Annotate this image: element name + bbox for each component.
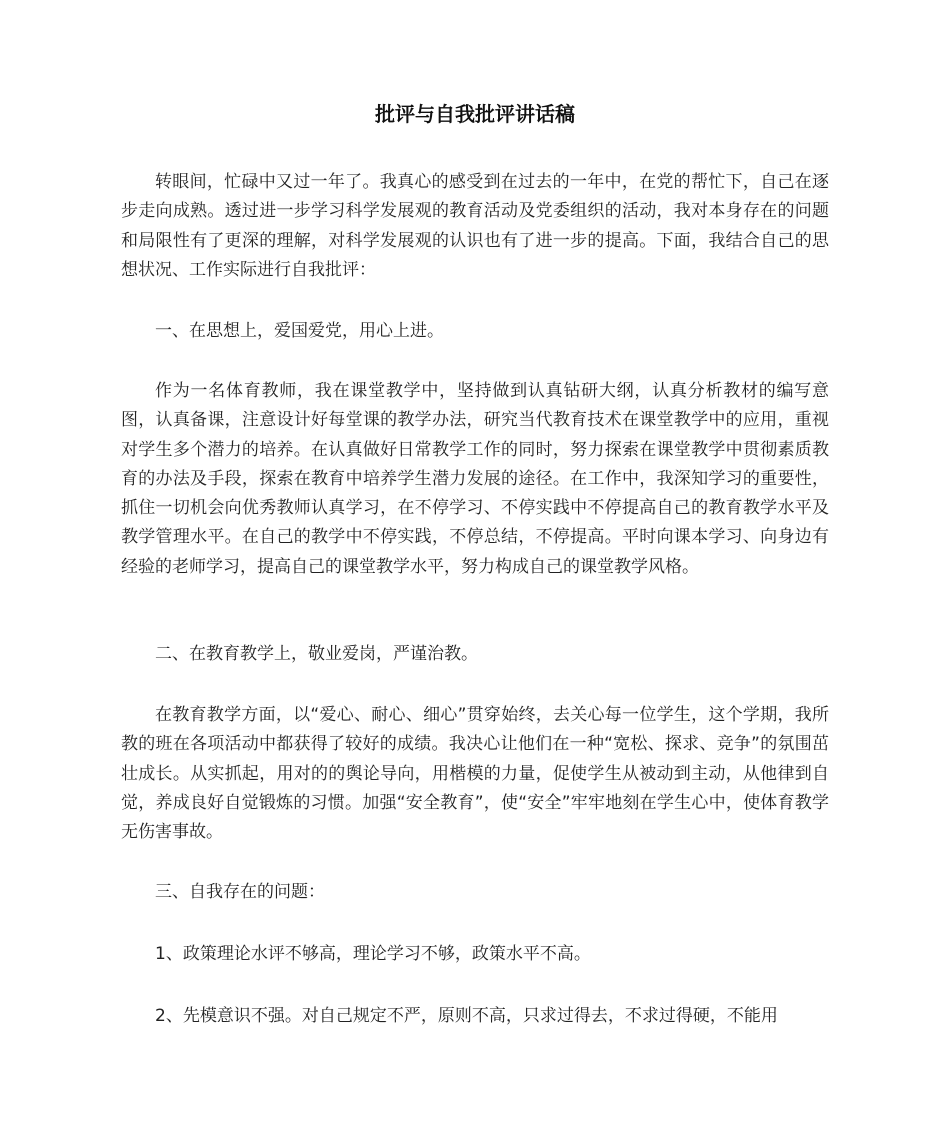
section-heading-1: 一、在思想上，爱国爱党，用心上进。: [155, 321, 444, 341]
list-item-2: 2、先模意识不强。对自己规定不严，原则不高，只求过得去，不求过得硬，不能用: [155, 1006, 778, 1026]
section-paragraph-2: 在教育教学方面，以“爱心、耐心、细心”贯穿始终，去关心每一位学生，这个学期，我所教的班在各项活动中都获得了较好的成绩。我决心让他们在一种“宽松、探求、竞争”的氛围茁壮成长。从实抓起，用对的的舆论导向，用楷模的力量，促使学生从被动到主动，从他律到自觉，养成良好自觉锻炼的习惯。加强“安全教育”，使“安全”牢牢地刻在学生心中，使体育教学无伤害事故。: [121, 705, 829, 843]
section-heading-3: 三、自我存在的问题：: [155, 882, 325, 902]
section-heading-2: 二、在教育教学上，敬业爱岗，严谨治教。: [155, 644, 478, 664]
list-item-1: 1、政策理论水评不够高，理论学习不够，政策水平不高。: [155, 944, 591, 964]
document-title: 批评与自我批评讲话稿: [375, 102, 575, 126]
section-paragraph-1: 作为一名体育教师，我在课堂教学中，坚持做到认真钻研大纲，认真分析教材的编写意图，认真备课，注意设计好每堂课的教学办法，研究当代教育技术在课堂教学中的应用，重视对学生多个潜力的培养。在认真做好日常教学工作的同时，努力探索在课堂教学中贯彻素质教育的办法及手段，探索在教育中培养学生潜力发展的途径。在工作中，我深知学习的重要性，抓住一切机会向优秀教师认真学习，在不停学习、不停实践中不停提高自己的教育教学水平及教学管理水平。在自己的教学中不停实践，不停总结，不停提高。平时向课本学习、向身边有经验的老师学习，提高自己的课堂教学水平，努力构成自己的课堂教学风格。: [121, 381, 829, 577]
intro-paragraph: 转眼间，忙碌中又过一年了。我真心的感受到在过去的一年中，在党的帮忙下，自己在逐步走向成熟。透过进一步学习科学发展观的教育活动及党委组织的活动，我对本身存在的问题和局限性有了更深的理解，对科学发展观的认识也有了进一步的提高。下面，我结合自己的思想状况、工作实际进行自我批评：: [121, 172, 829, 280]
